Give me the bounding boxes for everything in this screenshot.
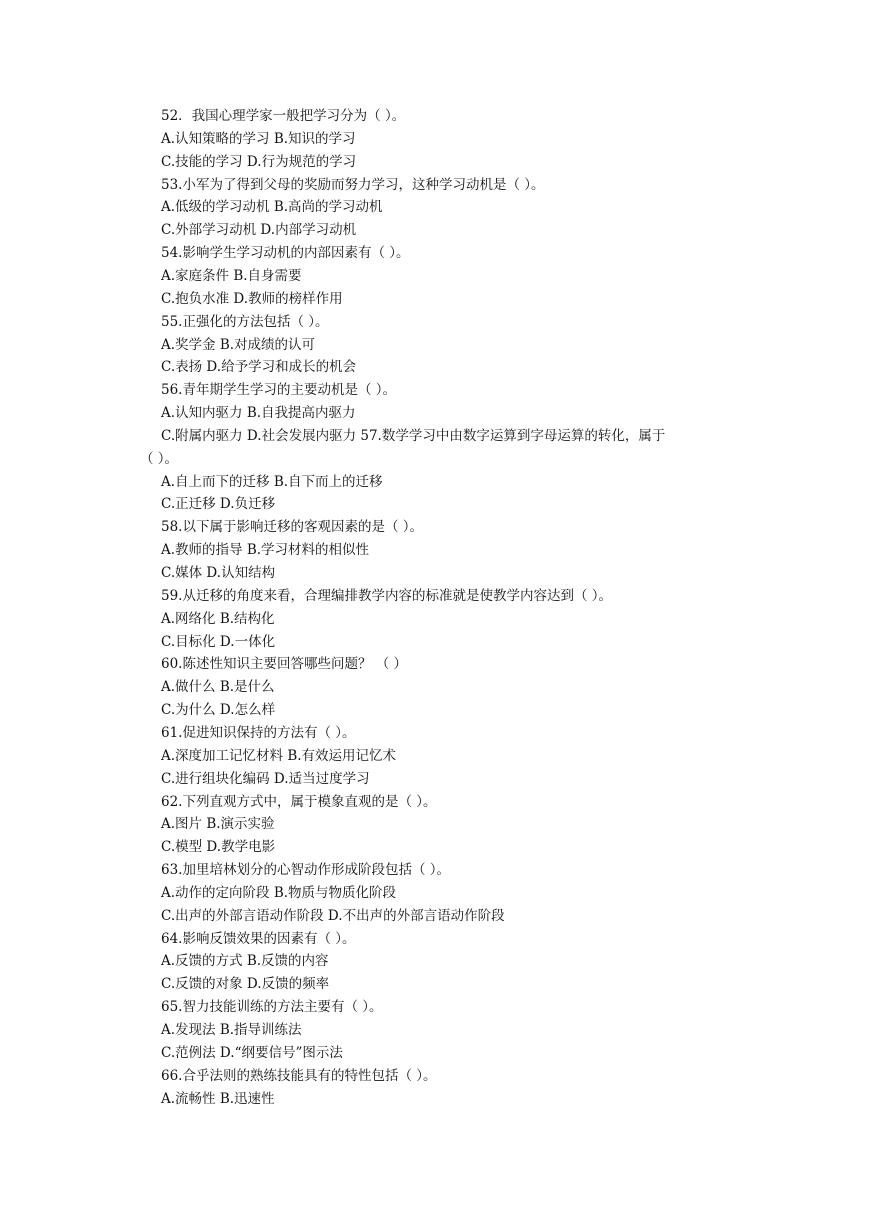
option-line: C.为什么 D.怎么样 [161, 702, 276, 719]
question-line: 66.合乎法则的熟练技能具有的特性包括（ ）。 [161, 1067, 437, 1084]
option-line: C.技能的学习 D.行为规范的学习 [161, 153, 357, 170]
question-line: 52．我国心理学家一般把学习分为（ ）。 [161, 108, 406, 124]
option-line: C.范例法 D.“纲要信号”图示法 [161, 1044, 343, 1061]
option-line: A.网络化 B.结构化 [161, 610, 275, 627]
option-line: A.认知策略的学习 B.知识的学习 [161, 130, 356, 147]
question-line: 63.加里培林划分的心智动作形成阶段包括（ ）。 [161, 862, 451, 879]
question-continuation: （ ）。 [140, 450, 179, 467]
option-line: A.反馈的方式 B.反馈的内容 [161, 953, 329, 970]
option-line: C.反馈的对象 D.反馈的频率 [161, 976, 330, 993]
question-line: 64.影响反馈效果的因素有（ ）。 [161, 930, 356, 947]
question-line: 59.从迁移的角度来看，合理编排教学内容的标准就是使教学内容达到（ ）。 [161, 587, 613, 604]
question-line: 65.智力技能训练的方法主要有（ ）。 [161, 999, 383, 1016]
option-line: A.流畅性 B.迅速性 [161, 1090, 275, 1107]
question-line: 62.下列直观方式中，属于模象直观的是（ ）。 [161, 793, 437, 810]
option-line: C.附属内驱力 D.社会发展内驱力 57.数学学习中由数字运算到字母运算的转化，属于 [161, 427, 666, 444]
question-line: 56.青年期学生学习的主要动机是（ ）。 [161, 382, 397, 399]
option-line: A.发现法 B.指导训练法 [161, 1022, 302, 1038]
question-line: 60.陈述性知识主要回答哪些问题？ （ ） [161, 656, 408, 673]
option-line: C.媒体 D.认知结构 [161, 565, 276, 581]
option-line: A.图片 B.演示实验 [161, 816, 275, 833]
question-line: 61.促进知识保持的方法有（ ）。 [161, 724, 356, 741]
option-line: A.奖学金 B.对成绩的认可 [161, 336, 316, 353]
option-line: A.深度加工记忆材料 B.有效运用记忆术 [161, 747, 397, 764]
option-line: C.抱负水准 D.教师的榜样作用 [161, 290, 343, 307]
option-line: A.低级的学习动机 B.高尚的学习动机 [161, 199, 383, 216]
option-line: A.自上而下的迁移 B.自下而上的迁移 [161, 473, 383, 490]
question-line: 53.小军为了得到父母的奖励而努力学习，这种学习动机是（ ）。 [161, 176, 545, 193]
option-line: C.外部学习动机 D.内部学习动机 [161, 222, 357, 239]
option-line: C.表扬 D.给予学习和成长的机会 [161, 359, 357, 376]
option-line: C.正迁移 D.负迁移 [161, 496, 276, 513]
option-line: C.模型 D.教学电影 [161, 839, 276, 856]
option-line: C.出声的外部言语动作阶段 D.不出声的外部言语动作阶段 [161, 907, 505, 924]
option-line: A.做什么 B.是什么 [161, 679, 275, 696]
option-line: C.进行组块化编码 D.适当过度学习 [161, 770, 370, 787]
option-line: A.认知内驱力 B.自我提高内驱力 [161, 405, 356, 422]
option-line: A.家庭条件 B.自身需要 [161, 267, 302, 284]
question-line: 55.正强化的方法包括（ ）。 [161, 313, 329, 330]
option-line: A.动作的定向阶段 B.物质与物质化阶段 [161, 884, 397, 901]
option-line: A.教师的指导 B.学习材料的相似性 [161, 542, 370, 559]
question-line: 58.以下属于影响迁移的客观因素的是（ ）。 [161, 519, 424, 536]
option-line: C.目标化 D.一体化 [161, 633, 276, 650]
question-line: 54.影响学生学习动机的内部因素有（ ）。 [161, 245, 410, 262]
